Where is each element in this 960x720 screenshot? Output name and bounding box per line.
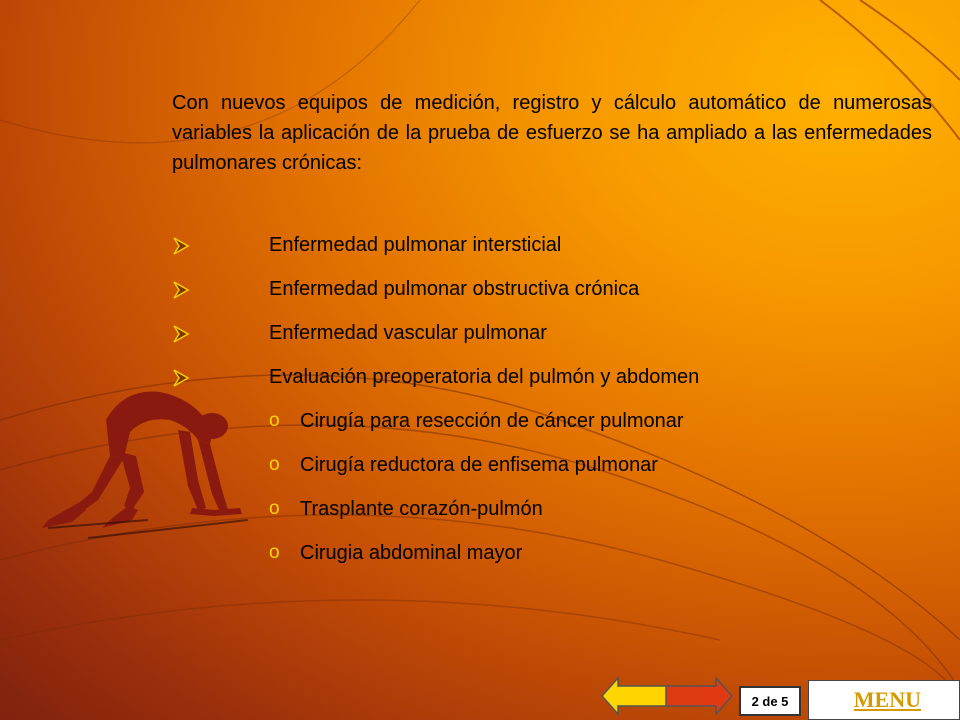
- arrowhead-bullet-icon: [172, 281, 190, 299]
- list-item-label: Enfermedad pulmonar intersticial: [269, 234, 562, 256]
- intro-paragraph: Con nuevos equipos de medición, registro y cálculo automático de numerosas variables la aplicación de la prueba de esfuerzo se ha ampliado a las enfermedades pulmonares crónicas:: [172, 92, 932, 174]
- arrowhead-bullet-icon: [172, 369, 190, 387]
- sub-list-item-label: Cirugía reductora de enfisema pulmonar: [300, 454, 658, 476]
- circle-bullet-icon: o: [269, 542, 280, 563]
- page-indicator: 2 de 5: [739, 686, 801, 716]
- menu-link[interactable]: MENU: [853, 687, 921, 712]
- sub-list-item-label: Trasplante corazón-pulmón: [300, 498, 543, 520]
- arrowhead-bullet-icon: [172, 237, 190, 255]
- sprinter-start-illustration: [28, 360, 258, 540]
- menu-panel: [808, 680, 960, 720]
- circle-bullet-icon: o: [269, 454, 280, 475]
- next-arrow-icon[interactable]: [664, 672, 734, 720]
- back-arrow-icon[interactable]: [600, 672, 670, 720]
- circle-bullet-icon: o: [269, 498, 280, 519]
- arrowhead-bullet-icon: [172, 325, 190, 343]
- sub-list-item-label: Cirugía para resección de cáncer pulmonar: [300, 410, 684, 432]
- sub-list-item-label: Cirugia abdominal mayor: [300, 542, 523, 564]
- circle-bullet-icon: o: [269, 410, 280, 431]
- list-item-label: Enfermedad vascular pulmonar: [269, 322, 547, 344]
- list-item-label: Evaluación preoperatoria del pulmón y abdomen: [269, 366, 700, 388]
- list-item-label: Enfermedad pulmonar obstructiva crónica: [269, 278, 640, 300]
- slide-navigation: [600, 672, 740, 720]
